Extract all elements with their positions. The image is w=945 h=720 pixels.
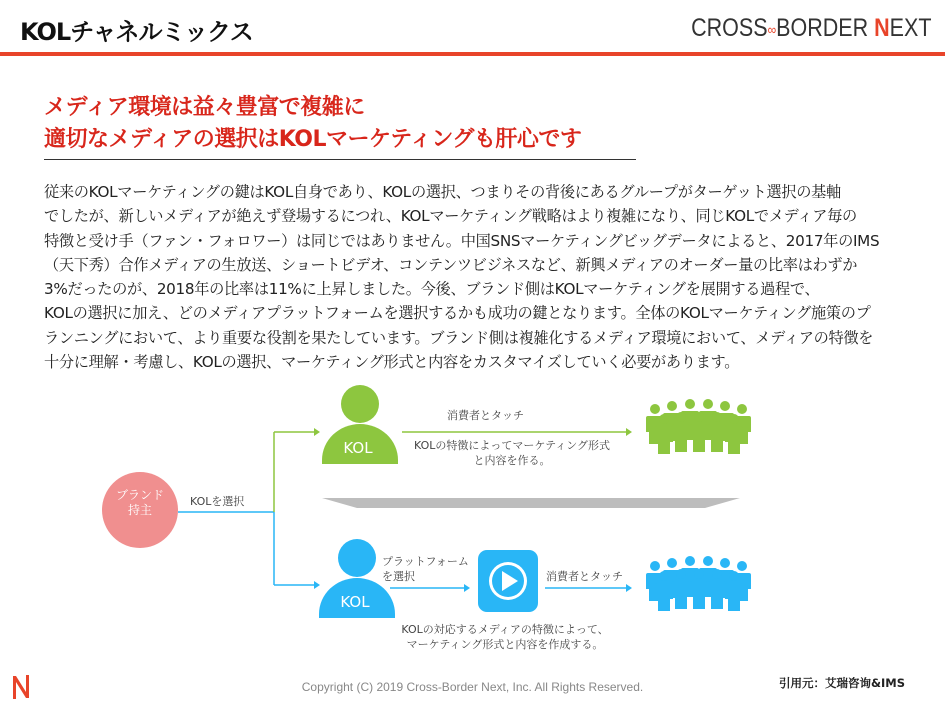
people-group-icon-bottom [646, 556, 751, 611]
body-line: 従来のKOLマーケティングの鍵はKOL自身であり、KOLの選択、つまりその背後にあるグループがターゲット選択の基軸 [44, 183, 841, 201]
arrowhead [314, 428, 320, 436]
body-line: KOLの選択に加え、どのメディアプラットフォームを選択するかも成功の鍵となります。全体のKOLマーケティング施策のプ [44, 304, 871, 323]
body-line: ランニングにおいて、より重要な役割を果たしています。ブランド側は複雑化するメディア環境において、メディアの特徴を [44, 328, 874, 347]
kol-label-top: KOL [343, 439, 373, 457]
top-description-line: と内容を作る。 [473, 454, 551, 467]
header-divider [0, 52, 945, 56]
arrowhead [314, 581, 320, 589]
company-logo [691, 14, 931, 43]
platform-select-label [382, 554, 469, 584]
headline-line-2: 適切なメディアの選択はKOLマーケティングも肝心です [44, 127, 582, 152]
select-kol-label: KOLを選択 [190, 495, 245, 508]
platform-select-label-line: プラットフォーム [382, 555, 469, 568]
top-touch-label: 消費者とタッチ [447, 409, 524, 422]
body-line: 十分に理解・考慮し、KOLの選択、マーケティング形式と内容をカスタマイズしていく必要があります。 [44, 353, 740, 372]
brand-owner-label-line: ブランド [115, 488, 164, 502]
arrowhead [626, 428, 632, 436]
headline-line-1: メディア環境は益々豊富で複雑に [44, 95, 365, 120]
source-citation: 引用元：艾瑞咨询&IMS [778, 676, 905, 690]
copyright-text: Copyright (C) 2019 Cross-Border Next, Inc. All Rights Reserved. [301, 680, 644, 694]
bottom-description-line: KOLの対応するメディアの特徴によって、 [401, 623, 609, 636]
brand-owner-label [110, 488, 170, 518]
arrowhead [626, 584, 632, 592]
page-title: KOLチャネルミックス [20, 18, 253, 46]
bottom-description-line: マーケティング形式と内容を作成する。 [406, 638, 604, 651]
logo-text-ext: EXT [889, 14, 931, 42]
platform-select-label-line: を選択 [382, 570, 415, 583]
top-description-line: KOLの特徴によってマーケティング形式 [413, 439, 611, 452]
arrowhead [464, 584, 470, 592]
body-line: （天下秀）合作メディアの生放送、ショートビデオ、コンテンツビジネスなど、新興メディアのオーダー量の比率はわずか [44, 255, 858, 274]
headline-underline [44, 159, 636, 160]
people-group-icon-top [646, 399, 751, 454]
logo-text-n: N [873, 14, 890, 42]
separator-band [322, 498, 740, 508]
kol-label-bottom: KOL [340, 593, 370, 611]
body-line: 特徴と受け手（ファン・フォロワー）は同じではありません。中国SNSマーケティングビッグデータによると、2017年のIMS [44, 231, 880, 250]
headline [44, 92, 581, 156]
body-line: でしたが、新しいメディアが絶えず登場するにつれ、KOLマーケティング戦略はより複雑になり、同じKOLでメディア毎の [44, 207, 857, 226]
body-paragraph [44, 180, 906, 374]
brand-owner-label-line: 持主 [127, 503, 152, 517]
logo-text-border: BORDER [775, 14, 874, 42]
body-line: 3%だったのが、2018年の比率は11%に上昇しました。今後、ブランド側はKOLマーケティングを展開する過程で、 [44, 280, 820, 299]
top-description [412, 438, 612, 468]
logo-text-cross: CROSS [690, 14, 768, 42]
kol-channel-diagram [0, 380, 945, 670]
bottom-description [385, 622, 625, 652]
infinity-icon: ∞ [767, 21, 776, 38]
bottom-touch-label: 消費者とタッチ [546, 570, 623, 583]
play-icon [478, 550, 538, 612]
